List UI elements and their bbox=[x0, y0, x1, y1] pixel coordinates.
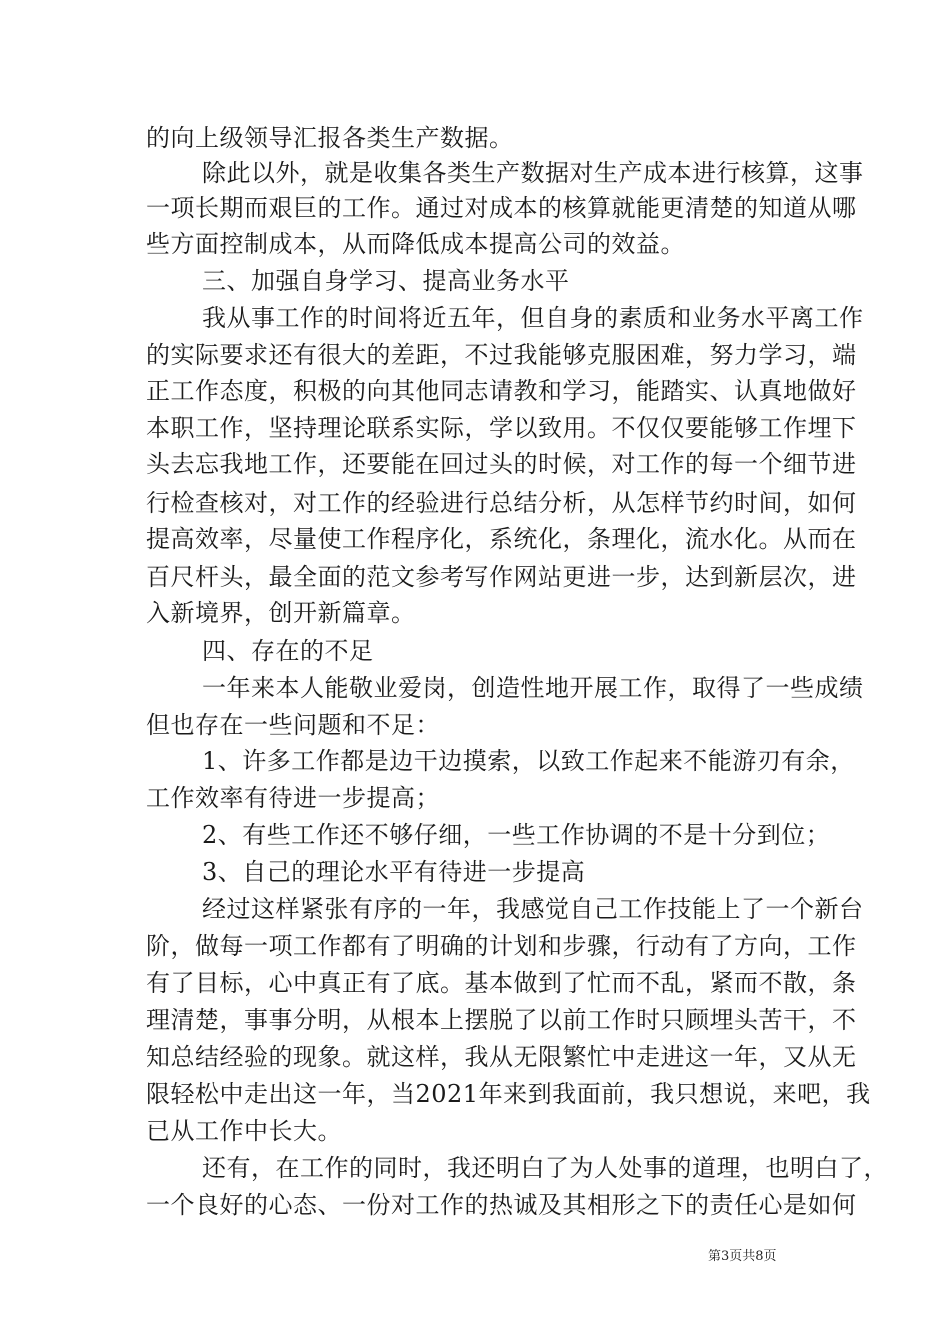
text-line: 的向上级领导汇报各类生产数据。 bbox=[146, 124, 514, 152]
text-line: 提高效率，尽量使工作程序化，系统化，条理化，流水化。从而在 bbox=[146, 525, 857, 553]
text-line: 正工作态度，积极的向其他同志请教和学习，能踏实、认真地做好 bbox=[146, 377, 857, 405]
text-line: 一年来本人能敬业爱岗，创造性地开展工作，取得了一些成绩 bbox=[202, 674, 864, 702]
text-line: 有了目标，心中真正有了底。基本做到了忙而不乱，紧而不散，条 bbox=[146, 969, 857, 997]
list-item: 1、许多工作都是边干边摸索，以致工作起来不能游刃有余， bbox=[202, 747, 855, 775]
text-line: 已从工作中长大。 bbox=[146, 1117, 342, 1145]
page-footer: 第3页共8页 bbox=[708, 1249, 777, 1264]
list-item: 3、自己的理论水平有待进一步提高 bbox=[202, 858, 586, 886]
text-line: 理清楚，事事分明，从根本上摆脱了以前工作时只顾埋头苦干，不 bbox=[146, 1006, 857, 1034]
text-line: 一项长期而艰巨的工作。通过对成本的核算就能更清楚的知道从哪 bbox=[146, 194, 857, 222]
section-heading: 三、加强自身学习、提高业务水平 bbox=[202, 267, 570, 295]
section-heading: 四、存在的不足 bbox=[202, 637, 374, 665]
text-line: 但也存在一些问题和不足： bbox=[146, 711, 440, 739]
text-line: 的实际要求还有很大的差距，不过我能够克服困难，努力学习，端 bbox=[146, 341, 857, 369]
text-line: 我从事工作的时间将近五年，但自身的素质和业务水平离工作 bbox=[202, 304, 864, 332]
list-item: 2、有些工作还不够仔细，一些工作协调的不是十分到位； bbox=[202, 821, 831, 849]
text-line: 除此以外，就是收集各类生产数据对生产成本进行核算，这事 bbox=[202, 159, 864, 187]
text-line: 限轻松中走出这一年，当2021年来到我面前，我只想说，来吧，我 bbox=[146, 1080, 871, 1108]
text-line: 经过这样紧张有序的一年，我感觉自己工作技能上了一个新台 bbox=[202, 895, 864, 923]
text-line: 行检查核对，对工作的经验进行总结分析，从怎样节约时间，如何 bbox=[146, 489, 857, 517]
text-line: 阶，做每一项工作都有了明确的计划和步骤，行动有了方向，工作 bbox=[146, 932, 857, 960]
text-line: 本职工作，坚持理论联系实际，学以致用。不仅仅要能够工作埋下 bbox=[146, 414, 857, 442]
text-line: 一个良好的心态、一份对工作的热诚及其相形之下的责任心是如何 bbox=[146, 1191, 857, 1219]
text-line: 工作效率有待进一步提高； bbox=[146, 784, 440, 812]
text-line: 入新境界，创开新篇章。 bbox=[146, 599, 416, 627]
text-line: 还有，在工作的同时，我还明白了为人处事的道理，也明白了， bbox=[202, 1154, 888, 1182]
text-line: 头去忘我地工作，还要能在回过头的时候，对工作的每一个细节进 bbox=[146, 450, 857, 478]
text-line: 百尺杆头，最全面的范文参考写作网站更进一步，达到新层次，进 bbox=[146, 563, 857, 591]
text-line: 些方面控制成本，从而降低成本提高公司的效益。 bbox=[146, 230, 685, 258]
text-line: 知总结经验的现象。就这样，我从无限繁忙中走进这一年，又从无 bbox=[146, 1043, 857, 1071]
